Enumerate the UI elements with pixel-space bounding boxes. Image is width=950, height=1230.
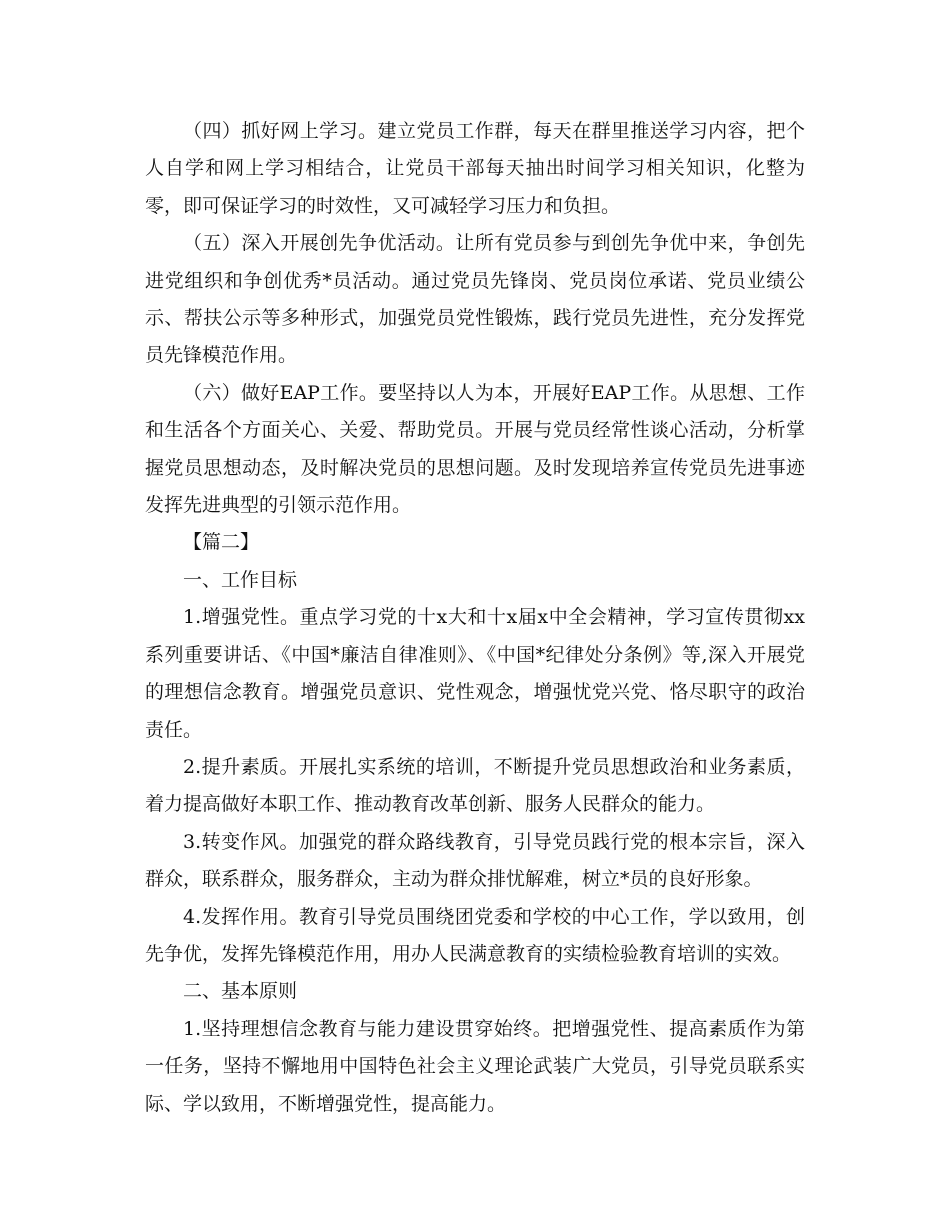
section-heading-part-two: 【篇二】 [183,531,260,554]
paragraph-goal-4: 4.发挥作用。教育引导党员围绕团党委和学校的中心工作，学以致用，创先争优，发挥先锋模范作用，用办人民满意教育的实绩检验教育培训的实效。 [145,905,805,965]
paragraph-goal-1: 1.增强党性。重点学习党的十x大和十x届x中全会精神，学习宣传贯彻xx系列重要讲话、《中国*廉洁自律准则》、《中国*纪律处分条例》等,深入开展党的理想信念教育。增强党员意识、党性观念，增强忧党兴党、恪尽职守的政治责任。 [145,606,805,741]
section-heading-work-goals: 一、工作目标 [183,568,298,591]
section-heading-basic-principles: 二、基本原则 [183,980,298,1003]
paragraph-item-5-excellence-activity: （五）深入开展创先争优活动。让所有党员参与到创先争优中来，争创先进党组织和争创优秀*员活动。通过党员先锋岗、党员岗位承诺、党员业绩公示、帮扶公示等多种形式，加强党员党性锻炼，践行党员先进性，充分发挥党员先锋模范作用。 [145,232,805,367]
paragraph-item-4-online-study: （四）抓好网上学习。建立党员工作群，每天在群里推送学习内容，把个人自学和网上学习相结合，让党员干部每天抽出时间学习相关知识，化整为零，即可保证学习的时效性，又可减轻学习压力和负担。 [145,120,805,217]
paragraph-goal-2: 2.提升素质。开展扎实系统的培训，不断提升党员思想政治和业务素质，着力提高做好本职工作、推动教育改革创新、服务人民群众的能力。 [145,755,805,816]
paragraph-principle-1: 1.坚持理想信念教育与能力建设贯穿始终。把增强党性、提高素质作为第一任务，坚持不懈地用中国特色社会主义理论武装广大党员，引导党员联系实际、学以致用，不断增强党性，提高能力。 [145,1017,805,1115]
paragraph-item-6-eap-work: （六）做好EAP工作。要坚持以人为本，开展好EAP工作。从思想、工作和生活各个方面关心、关爱、帮助党员。开展与党员经常性谈心活动，分析掌握党员思想动态，及时解决党员的思想问题。及时发现培养宣传党员先进事迹发挥先进典型的引领示范作用。 [145,381,805,517]
paragraph-goal-3: 3.转变作风。加强党的群众路线教育，引导党员践行党的根本宗旨，深入群众，联系群众，服务群众，主动为群众排忧解难，树立*员的良好形象。 [145,830,805,891]
document-body [145,113,805,1123]
